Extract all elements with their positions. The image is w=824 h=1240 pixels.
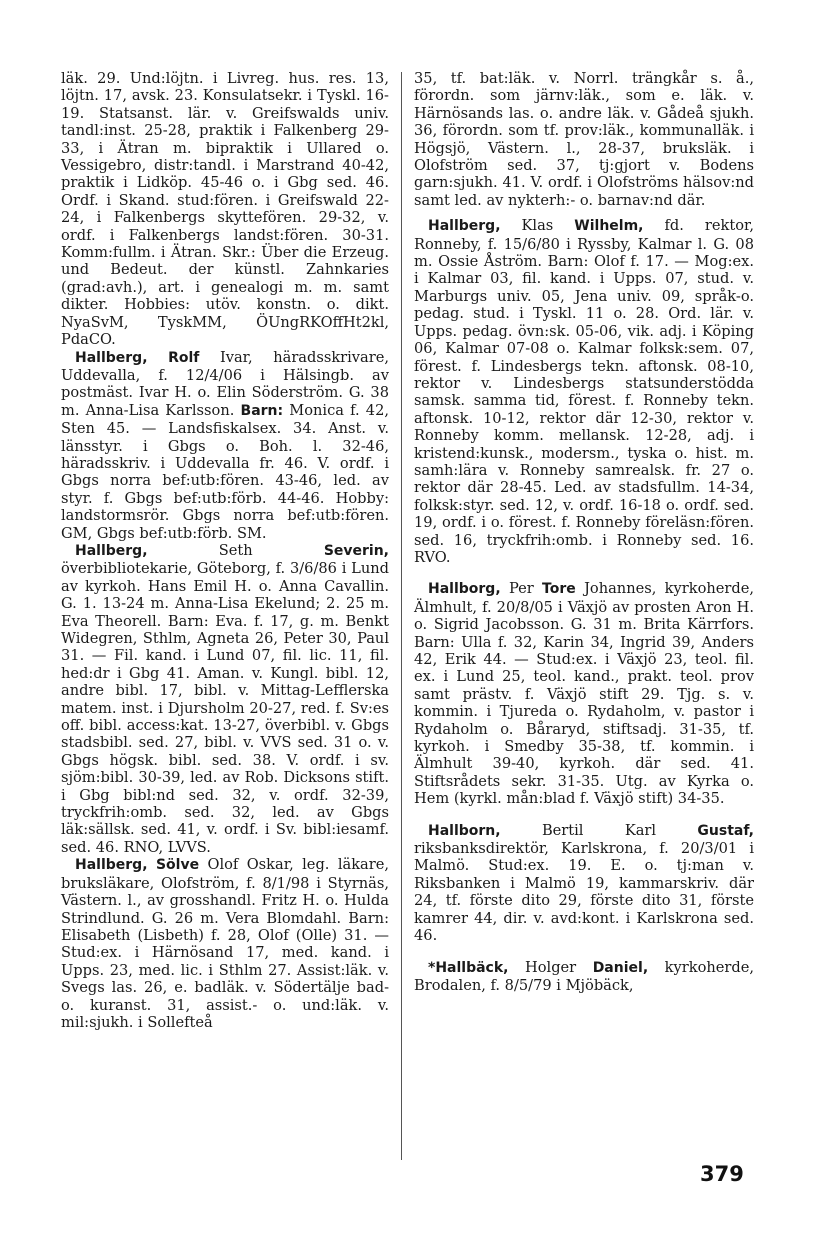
entry-surname: Hallborg, <box>428 581 501 598</box>
entry-call-name: Tore <box>542 581 576 598</box>
entry-text: överbibliotekarie, Göteborg, f. 3/6/86 i Lund av kyrkoh. Hans Emil H. o. Anna Cavallin. G. 1. 13-24 m. Anna-Lisa Ekelund; 2. 25 m. Eva Theorell. Barn: Eva. f. 17, g. m. Benkt Widegren, Sthlm, Agneta 26, Peter 30, Paul 31. — Fil. kand. i Lund 07, fil. lic. 11, fil. hed:dr i Gbg 41. Aman. v. Kungl. bibl. 12, andre bibl. 17, bibl. v. Mittag-Lefflerska matem. inst. i Djursholm 20-27, red. f. Sv:es off. bibl. access:kat. 13-27, överbibl. v. Gbgs stadsbibl. sed. 27, bibl. v. VVS sed. 31 o. v. Gbgs högsk. bibl. sed. 38. V. ordf. i sv. sjöm:bibl. 30-39, led. av Rob. Dicksons stift. i Gbg bibl:nd sed. 32, v. ordf. 32-39, tryckfrih:omb. sed. 32, led. av Gbgs läk:sällsk. sed. 41, v. ordf. i Sv. bibl:iesamf. sed. 46. RNO, LVVS. <box>61 560 389 856</box>
entry-text: Olof Oskar, leg. läkare, bruksläkare, Olofström, f. 8/1/98 i Styrnäs, Västern. l., av grosshandl. Fritz H. o. Hulda Strindlund. G. 26 m. Vera Blomdahl. Barn: Elisabeth (Lisbeth) f. 28, Olof (Olle) 31. — Stud:ex. i Härnösand 17, med. kand. i Upps. 23, med. lic. i Sthlm 27. Assist:läk. v. Svegs las. 26, e. badläk. v. Södertälje bad- o. kuranst. 31, assist.- o. und:läk. v. mil:sjukh. i Sollefteå <box>61 856 389 1031</box>
entry-text-rest: Monica f. 42, Sten 45. — Landsfiskalsex. 34. Anst. v. länsstyr. i Gbgs o. Boh. l. 32-46, häradsskriv. i Uddevalla fr. 46. V. ordf. i Gbgs norra bef:utb:fören. 43-46, led. av styr. f. Gbgs bef:utb:förb. 44-46. Hobby: landstormsrör. Gbgs norra bef:utb:fören. GM, Gbgs bef:utb:förb. SM. <box>61 401 389 542</box>
biography-entry-solve-hallberg <box>61 856 389 1031</box>
entry-text: Ivar, häradsskrivare, Uddevalla, f. 12/4/06 i Hälsingb. av postmäst. Ivar H. o. Elin Söderström. G. 38 m. Anna-Lisa Karlsson. <box>61 348 390 419</box>
entry-text: Johannes, kyrkoherde, Älmhult, f. 20/8/05 i Växjö av prosten Aron H. o. Sigrid Jacobsson. G. 31 m. Brita Kärrfors. Barn: Ulla f. 32, Karin 34, Ingrid 39, Anders 42, Erik 44. — Stud:ex. i Växjö 23, teol. fil. ex. i Lund 25, teol. kand., prakt. teol. prov samt prästv. f. Växjö stift 29. Tjg. s. v. kommin. i Tjureda o. Rydaholm, v. pastor i Rydaholm o. Båraryd, stiftsadj. 31-35, tf. kyrkoh. i Smedby 35-38, tf. kommin. i Älmhult 39-40, kyrkoh. där sed. 41. Stiftsrådets sekr. 31-35. Utg. av Kyrka o. Hem (kyrkl. mån:blad f. Växjö stift) 34-35. <box>414 580 754 808</box>
continued-entry-text: läk. 29. Und:löjtn. i Livreg. hus. res. 13, löjtn. 17, avsk. 23. Konsulatsekr. i Tyskl. 16-19. Statsanst. lär. v. Greifswalds univ. tandl:inst. 25-28, praktik i Falkenberg 29-33, i Ätran m. bipraktik i Ullared o. Vessigebro, distr:tandl. i Marstrand 40-42, praktik i Lidköp. 45-46 o. i Gbg sed. 46. Ordf. i Skand. stud:fören. i Greifswald 22-24, i Falkenbergs skyttefören. 29-32, v. ordf. i Falkenbergs landst:fören. 30-31. Komm:fullm. i Ätran. Skr.: Über die Erzeug. und Bedeut. der künstl. Zahnkaries (grad:avh.), art. i genealogi m. m. samt dikter. Hobbies: utöv. konstn. o. dikt. NyaSvM, TyskMM, ÖUngRKOffHt2kl, PdaCO. <box>61 70 389 349</box>
biography-entry-gustaf-hallborn <box>414 822 754 945</box>
page-number: 379 <box>700 1162 744 1186</box>
entry-given-names: Holger <box>508 958 593 976</box>
entry-surname: *Hallbäck, <box>428 959 509 976</box>
entry-given-names: Klas <box>500 217 575 235</box>
biography-entry-severin-hallberg <box>61 542 389 856</box>
entry-text: kyrkoherde, Brodalen, f. 8/5/79 i Mjöbäck, <box>414 958 754 994</box>
entry-call-name: Gustaf, <box>697 822 754 839</box>
entry-call-name: Wilhelm, <box>574 218 644 235</box>
entry-surname: Hallberg, <box>75 542 148 559</box>
column-divider <box>401 72 402 1160</box>
entry-given-names: Per <box>500 580 543 598</box>
entry-call-name: Sölve <box>155 857 200 874</box>
left-column <box>61 70 389 1031</box>
entry-call-name: Daniel, <box>592 959 649 976</box>
biography-entry-rolf-hallberg <box>61 349 389 542</box>
entry-text: fd. rektor, Ronneby, f. 15/6/80 i Ryssby, Kalmar l. G. 08 m. Ossie Åström. Barn: Olof f. 17. — Mog:ex. i Kalmar 03, fil. kand. i Upps. 07, stud. v. Marburgs univ. 05, Jena univ. 09, språk-o. pedag. stud. i Tyskl. 11 o. 28. Ord. lär. v. Upps. pedag. övn:sk. 05-06, vik. adj. i Köping 06, Kalmar 07-08 o. Kalmar folksk:sem. 07, förest. f. Lindesbergs tekn. aftonsk. 08-10, rektor v. Lindesbergs statsunderstödda samsk. samma tid, förest. f. Ronneby tekn. aftonsk. 10-12, rektor där 12-30, rektor v. Ronneby komm. mellansk. 12-28, adj. i kristend:kunsk., modersm., tyska o. hist. m. samh:lära v. Ronneby samrealsk. fr. 27 o. rektor där 28-45. Led. av stadsfullm. 14-34, folksk:styr. sed. 12, v. ordf. 16-18 o. ordf. sed. 19, ordf. i o. förest. f. Ronneby föreläsn:fören. sed. 16, tryckfrih:omb. i Ronneby sed. 16. RVO. <box>414 217 754 566</box>
entry-children-label: Barn: <box>240 402 284 419</box>
entry-surname: Hallborn, <box>428 822 501 839</box>
right-column <box>414 70 754 994</box>
continued-entry-text: 35, tf. bat:läk. v. Norrl. trängkår s. å., förordn. som järnv:läk., som e. läk. v. Härnösands las. o. andre läk. v. Gådeå sjukh. 36, förordn. som tf. prov:läk., kommunalläk. i Högsjö, Västern. l., 28-37, bruksläk. i Olofström sed. 37, tj:gjort v. Bodens garn:sjukh. 41. V. ordf. i Olofströms hälsov:nd samt led. av nykterh:- o. barnav:nd där. <box>414 70 754 209</box>
entry-given-names: Bertil Karl <box>500 821 698 839</box>
entry-surname: Hallberg, <box>75 857 148 874</box>
entry-given-names <box>148 856 156 873</box>
biography-entry-tore-hallborg <box>414 580 754 807</box>
entry-given-names: Seth <box>147 541 324 559</box>
biography-entry-wilhelm-hallberg <box>414 217 754 566</box>
entry-text: riksbanksdirektör, Karlskrona, f. 20/3/01 i Malmö. Stud:ex. 19. E. o. tj:man v. Riksbanken i Malmö 19, kammarskriv. där 24, tf. förste dito 29, förste dito 31, förste kamrer 44, dir. v. avd:kont. i Karlskrona sed. 46. <box>414 840 754 945</box>
entry-surname: Hallberg, <box>75 349 148 366</box>
biography-entry-daniel-hallback <box>414 959 754 995</box>
entry-call-name: Rolf <box>168 349 200 366</box>
entry-call-name: Severin, <box>323 542 389 559</box>
entry-surname: Hallberg, <box>428 218 501 235</box>
